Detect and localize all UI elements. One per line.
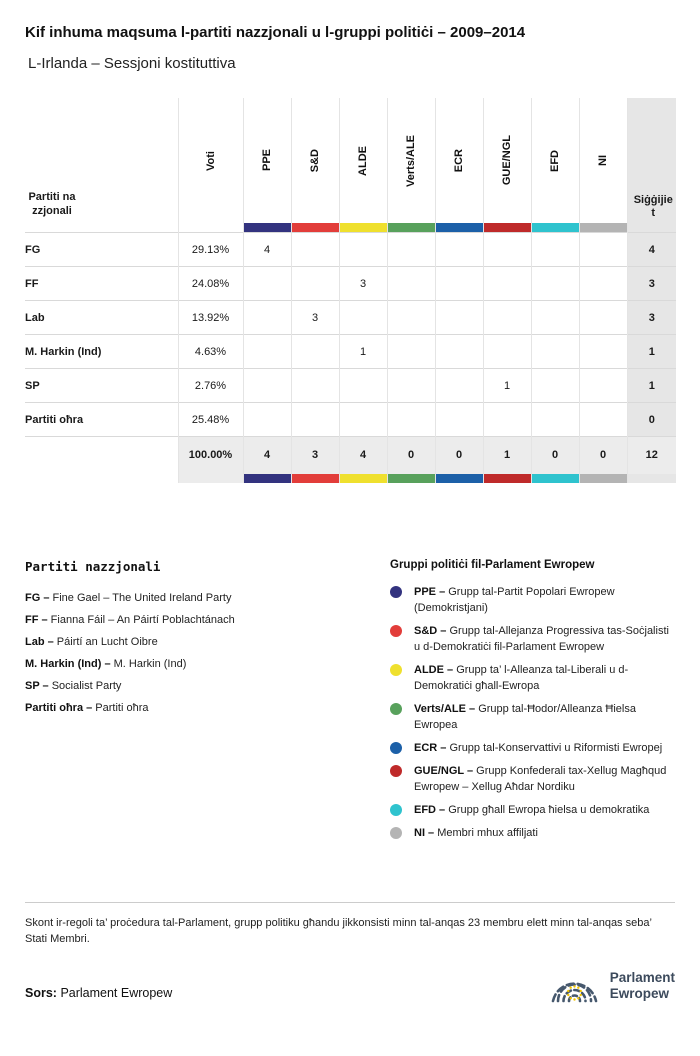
group-color-dot <box>390 664 402 676</box>
ep-logo-line1: Parlament <box>609 970 675 985</box>
color-bar-row <box>25 474 676 483</box>
group-seats-cell <box>339 233 387 267</box>
table-row <box>25 403 676 437</box>
votes-header-spacer <box>179 223 243 232</box>
group-color-bar <box>436 223 483 232</box>
group-header-label: GUE/NGL <box>501 135 513 186</box>
group-legend-text: ECR – Grupp tal-Konservattivi u Riformisti Ewropej <box>414 741 663 754</box>
table-row <box>25 335 676 369</box>
group-color-dot <box>390 765 402 777</box>
group-seats-cell <box>291 403 339 437</box>
group-legend-text: ALDE – Grupp ta’ l-Alleanza tal-Liberali u d-Demokratiċi għall-Ewropa <box>414 663 629 692</box>
party-legend-item: M. Harkin (Ind) – M. Harkin (Ind) <box>25 657 187 670</box>
column-header-s-d <box>291 98 339 233</box>
group-seats-cell <box>291 335 339 369</box>
bar-seats-cell <box>627 474 676 483</box>
column-header-verts-ale <box>387 98 435 233</box>
column-header-seats <box>627 98 676 233</box>
column-header-ni <box>579 98 627 233</box>
total-group-seats-cell: 4 <box>243 437 291 474</box>
total-votes-cell: 100.00% <box>178 437 243 474</box>
seats-cell: 4 <box>627 233 676 267</box>
column-header-alde <box>339 98 387 233</box>
total-group-seats-cell: 0 <box>531 437 579 474</box>
group-header-cell <box>436 98 483 232</box>
group-seats-cell: 4 <box>243 233 291 267</box>
party-name-cell: Partiti oħra <box>25 403 178 437</box>
seats-cell: 1 <box>627 369 676 403</box>
party-legend-item: Lab – Páirtí an Lucht Oibre <box>25 635 158 648</box>
group-header-label: PPE <box>261 149 273 172</box>
party-abbr: Partiti oħra – <box>25 701 96 714</box>
group-seats-cell <box>483 267 531 301</box>
total-seats-cell: 12 <box>627 437 676 474</box>
group-legend-text: S&D – Grupp tal-Allejanza Progressiva tas-Soċjalisti u d-Demokratiċi fil-Parlament Ewropew <box>414 624 669 653</box>
bar-spacer-cell <box>25 474 178 483</box>
group-seats-cell: 3 <box>291 301 339 335</box>
group-header-label: ALDE <box>357 145 369 176</box>
group-seats-cell <box>339 403 387 437</box>
group-seats-cell <box>291 233 339 267</box>
group-seats-cell <box>579 233 627 267</box>
group-seats-cell <box>291 369 339 403</box>
votes-column-label: Voti <box>204 150 217 171</box>
group-header-cell <box>388 98 435 232</box>
group-seats-cell <box>531 335 579 369</box>
bar-votes-cell <box>178 474 243 483</box>
group-color-dot <box>390 586 402 598</box>
group-color-dot <box>390 742 402 754</box>
total-group-seats-cell: 0 <box>579 437 627 474</box>
column-header-gue-ngl <box>483 98 531 233</box>
group-color-bar <box>388 223 435 232</box>
group-legend-text: PPE – Grupp tal-Partit Popolari Ewropew (Demokristjani) <box>414 585 615 614</box>
group-abbr: ECR – <box>414 741 450 754</box>
total-color-bar <box>243 474 291 483</box>
group-seats-cell <box>531 403 579 437</box>
party-abbr: FF – <box>25 613 51 626</box>
total-color-bar <box>531 474 579 483</box>
party-abbr: M. Harkin (Ind) – <box>25 657 114 670</box>
seats-cell: 3 <box>627 301 676 335</box>
column-header-party <box>25 98 178 233</box>
seats-cell: 1 <box>627 335 676 369</box>
total-color-bar <box>435 474 483 483</box>
total-empty-cell <box>25 437 178 474</box>
group-header-label-wrap <box>484 98 531 223</box>
group-header-cell <box>532 98 579 232</box>
votes-cell: 24.08% <box>178 267 243 301</box>
group-seats-cell <box>579 369 627 403</box>
total-color-bar <box>291 474 339 483</box>
party-name-cell: SP <box>25 369 178 403</box>
total-group-seats-cell: 1 <box>483 437 531 474</box>
group-header-label-wrap <box>292 98 339 223</box>
group-color-bar <box>580 223 627 232</box>
group-header-cell <box>340 98 387 232</box>
group-header-label-wrap <box>532 98 579 223</box>
group-seats-cell <box>531 267 579 301</box>
group-legend-item <box>390 662 675 694</box>
group-seats-cell <box>387 403 435 437</box>
total-row <box>25 437 676 474</box>
group-seats-cell <box>483 403 531 437</box>
group-seats-cell <box>579 403 627 437</box>
group-seats-cell <box>435 369 483 403</box>
column-header-efd <box>531 98 579 233</box>
group-seats-cell <box>435 301 483 335</box>
group-header-label: S&D <box>309 148 321 173</box>
group-seats-cell <box>243 369 291 403</box>
group-color-bar <box>532 223 579 232</box>
group-abbr: NI – <box>414 826 438 839</box>
group-color-dot <box>390 827 402 839</box>
party-abbr: Lab – <box>25 635 57 648</box>
group-seats-cell <box>291 267 339 301</box>
national-parties-legend-title: Partiti nazzjonali <box>25 558 161 574</box>
party-legend-item: SP – Socialist Party <box>25 679 122 692</box>
total-color-bar <box>387 474 435 483</box>
table-row <box>25 369 676 403</box>
total-color-bar <box>339 474 387 483</box>
group-color-dot <box>390 804 402 816</box>
total-group-seats-cell: 0 <box>435 437 483 474</box>
column-header-ppe <box>243 98 291 233</box>
votes-cell: 2.76% <box>178 369 243 403</box>
source-line <box>25 986 172 1010</box>
group-seats-cell: 1 <box>483 369 531 403</box>
group-header-cell <box>484 98 531 232</box>
group-seats-cell <box>435 267 483 301</box>
group-seats-cell <box>339 301 387 335</box>
party-abbr: SP – <box>25 679 52 692</box>
group-legend-text: NI – Membri mhux affiljati <box>414 826 538 839</box>
group-color-bar <box>244 223 291 232</box>
group-seats-cell <box>435 335 483 369</box>
party-name-cell: FF <box>25 267 178 301</box>
group-seats-cell <box>387 335 435 369</box>
group-seats-cell <box>483 301 531 335</box>
national-parties-legend-list <box>25 587 390 719</box>
group-seats-cell <box>531 233 579 267</box>
votes-cell: 29.13% <box>178 233 243 267</box>
party-legend-item: Partiti oħra – Partiti oħra <box>25 701 149 714</box>
group-header-label-wrap <box>340 98 387 223</box>
group-color-dot <box>390 703 402 715</box>
page-subtitle: L-Irlanda – Sessjoni kostituttiva <box>28 55 236 72</box>
party-name-cell: M. Harkin (Ind) <box>25 335 178 369</box>
party-legend-item: FG – Fine Gael – The United Ireland Party <box>25 591 232 604</box>
group-seats-cell <box>243 403 291 437</box>
group-legend-item <box>390 701 675 733</box>
group-header-cell <box>292 98 339 232</box>
group-abbr: ALDE – <box>414 663 457 676</box>
group-seats-cell <box>579 335 627 369</box>
group-color-bar <box>484 223 531 232</box>
group-seats-cell <box>387 233 435 267</box>
ep-logo-text <box>610 970 675 1002</box>
total-group-seats-cell: 0 <box>387 437 435 474</box>
group-legend-text: EFD – Grupp għall Ewropa ħielsa u demokratika <box>414 803 650 816</box>
seats-cell: 3 <box>627 267 676 301</box>
group-abbr: PPE – <box>414 585 449 598</box>
group-header-label: EFD <box>549 149 561 172</box>
group-legend-item <box>390 763 675 795</box>
group-color-bar <box>292 223 339 232</box>
party-name-cell: Lab <box>25 301 178 335</box>
legends-section <box>25 559 675 848</box>
table-header-row <box>25 98 676 233</box>
group-abbr: GUE/NGL – <box>414 764 477 777</box>
political-groups-legend-title: Gruppi politiċi fil-Parlament Ewropew <box>390 558 595 571</box>
results-table <box>25 98 676 483</box>
footer-bar <box>25 963 675 1010</box>
group-seats-cell <box>483 233 531 267</box>
footnote: Skont ir-regoli ta’ proċedura tal-Parlament, grupp politiku għandu jikkonsisti minn tal-anqas 23 membru elett minn tal-anqas seba’ Stati Membri. <box>25 916 652 945</box>
total-group-seats-cell: 4 <box>339 437 387 474</box>
page-title: Kif inhuma maqsuma l-partiti nazzjonali u l-gruppi politiċi – 2009–2014 <box>25 24 526 41</box>
total-group-seats-cell: 3 <box>291 437 339 474</box>
votes-cell: 4.63% <box>178 335 243 369</box>
political-groups-legend-list <box>390 584 675 841</box>
total-color-bar <box>483 474 531 483</box>
group-seats-cell: 1 <box>339 335 387 369</box>
column-header-ecr <box>435 98 483 233</box>
table-row <box>25 233 676 267</box>
group-seats-cell <box>243 267 291 301</box>
column-header-votes <box>178 98 243 233</box>
ep-logo-line2: Ewropew <box>609 986 669 1001</box>
source-label: Sors: <box>25 985 57 1000</box>
group-legend-item <box>390 825 675 841</box>
table-row <box>25 267 676 301</box>
seats-cell: 0 <box>627 403 676 437</box>
group-header-label-wrap <box>244 98 291 223</box>
ep-logo <box>547 963 675 1010</box>
party-column-label: Partiti nazzjonali <box>28 191 76 217</box>
party-legend-item: FF – Fianna Fáil – An Páirtí Poblachtánach <box>25 613 235 626</box>
ep-hemicycle-icon <box>547 963 602 1010</box>
group-seats-cell <box>243 301 291 335</box>
group-seats-cell <box>435 233 483 267</box>
source-value: Parlament Ewropew <box>60 985 173 1000</box>
group-header-label: NI <box>597 155 609 166</box>
table-row <box>25 301 676 335</box>
table-header <box>25 98 676 233</box>
group-seats-cell <box>483 335 531 369</box>
political-groups-legend <box>390 559 675 848</box>
group-legend-item <box>390 623 675 655</box>
group-seats-cell <box>243 335 291 369</box>
group-color-dot <box>390 625 402 637</box>
group-legend-item <box>390 802 675 818</box>
group-header-label-wrap <box>580 98 627 223</box>
group-header-cell <box>580 98 627 232</box>
group-abbr: EFD – <box>414 803 449 816</box>
votes-cell: 25.48% <box>178 403 243 437</box>
group-seats-cell <box>579 301 627 335</box>
table-body <box>25 233 676 483</box>
group-header-label: ECR <box>453 148 465 173</box>
group-header-cell <box>244 98 291 232</box>
group-seats-cell <box>339 369 387 403</box>
group-seats-cell <box>579 267 627 301</box>
group-legend-text: Verts/ALE – Grupp tal-Ħodor/Alleanza Ħielsa Ewropea <box>414 702 636 731</box>
footnote-divider <box>25 902 675 903</box>
group-legend-item <box>390 740 675 756</box>
group-legend-text: GUE/NGL – Grupp Konfederali tax-Xellug Magħqud Ewropew – Xellug Aħdar Nordiku <box>414 764 667 793</box>
group-seats-cell: 3 <box>339 267 387 301</box>
group-color-bar <box>340 223 387 232</box>
group-header-label-wrap <box>388 98 435 223</box>
group-seats-cell <box>531 369 579 403</box>
group-abbr: Verts/ALE – <box>414 702 479 715</box>
seats-column-label: Siġġijiet <box>633 194 673 219</box>
group-abbr: S&D – <box>414 624 450 637</box>
group-legend-item <box>390 584 675 616</box>
group-seats-cell <box>435 403 483 437</box>
group-header-label: Verts/ALE <box>405 134 417 187</box>
total-color-bar <box>579 474 627 483</box>
group-seats-cell <box>531 301 579 335</box>
party-abbr: FG – <box>25 591 53 604</box>
party-name-cell: FG <box>25 233 178 267</box>
group-seats-cell <box>387 369 435 403</box>
national-parties-legend <box>25 559 390 848</box>
votes-cell: 13.92% <box>178 301 243 335</box>
group-seats-cell <box>387 267 435 301</box>
group-seats-cell <box>387 301 435 335</box>
group-header-label-wrap <box>436 98 483 223</box>
